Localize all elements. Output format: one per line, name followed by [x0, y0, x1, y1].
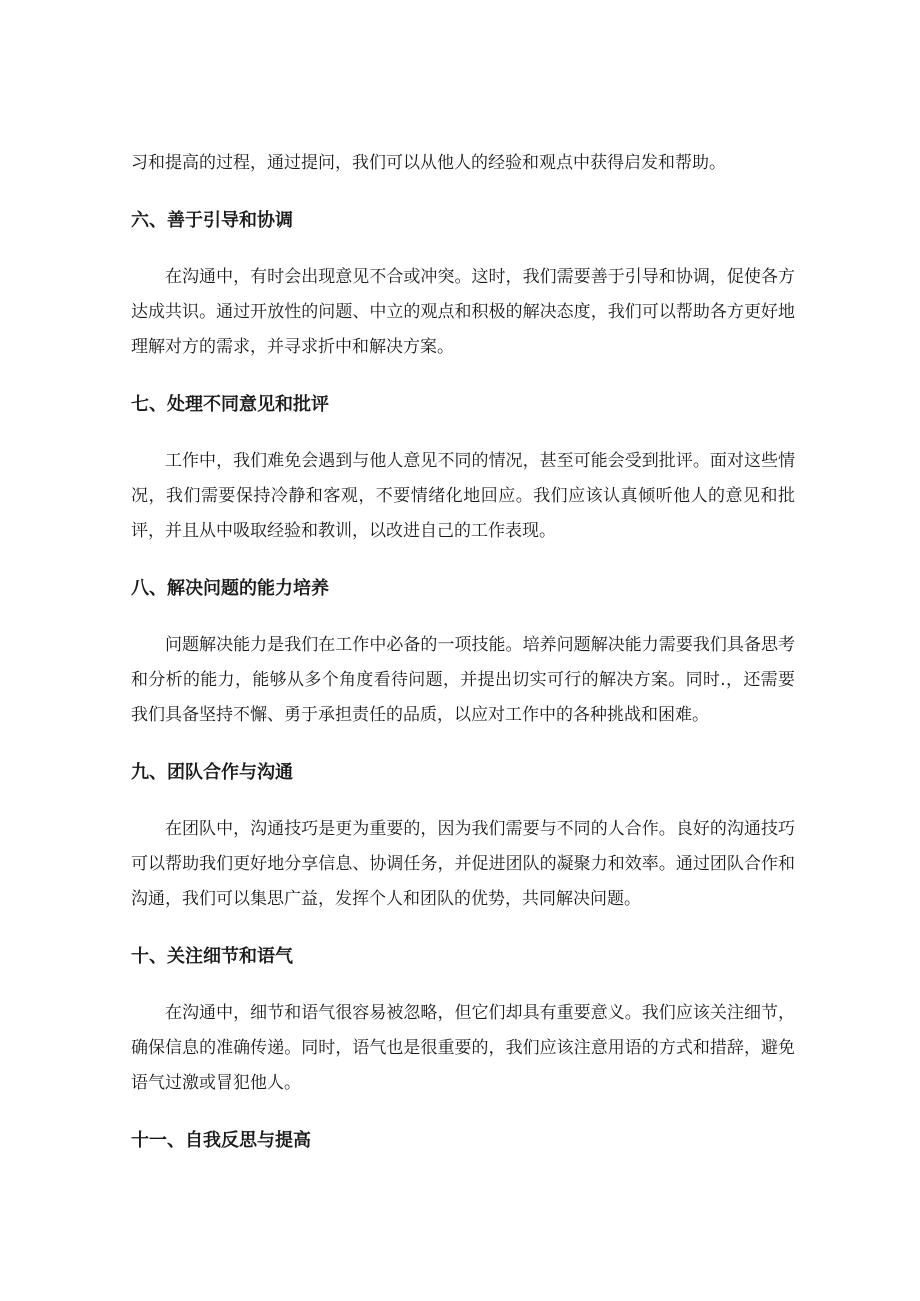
paragraph-section-6: 在沟通中，有时会出现意见不合或冲突。这时，我们需要善于引导和协调，促使各方达成共识。通过开放性的问题、中立的观点和积极的解决态度，我们可以帮助各方更好地理解对方的需求，并寻求折中和解决方案。 — [131, 267, 795, 357]
paragraph-section-8: 问题解决能力是我们在工作中必备的一项技能。培养问题解决能力需要我们具备思考和分析的能力，能够从多个角度看待问题，并提出切实可行的解决方案。同时.，还需要我们具备坚持不懈、勇于承担责任的品质，以应对工作中的各种挑战和困难。 — [131, 635, 795, 725]
section-heading-9: 九、团队合作与沟通 — [131, 762, 293, 783]
section-heading-11: 十一、自我反思与提高 — [131, 1130, 311, 1151]
section-heading-7: 七、处理不同意见和批评 — [131, 394, 329, 415]
paragraph-section-10: 在沟通中，细节和语气很容易被忽略，但它们却具有重要意义。我们应该关注细节，确保信息的准确传递。同时，语气也是很重要的，我们应该注意用语的方式和措辞，避免语气过激或冒犯他人。 — [131, 1003, 795, 1093]
section-heading-10: 十、关注细节和语气 — [131, 946, 293, 967]
paragraph-section-9: 在团队中，沟通技巧是更为重要的，因为我们需要与不同的人合作。良好的沟通技巧可以帮助我们更好地分享信息、协调任务，并促进团队的凝聚力和效率。通过团队合作和沟通，我们可以集思广益，发挥个人和团队的优势，共同解决问题。 — [131, 819, 795, 909]
section-heading-8: 八、解决问题的能力培养 — [131, 578, 329, 599]
paragraph-section-7: 工作中，我们难免会遇到与他人意见不同的情况，甚至可能会受到批评。面对这些情况，我们需要保持冷静和客观，不要情绪化地回应。我们应该认真倾听他人的意见和批评，并且从中吸取经验和教训，以改进自己的工作表现。 — [131, 451, 795, 541]
section-heading-6: 六、善于引导和协调 — [131, 210, 293, 231]
paragraph-continuation: 习和提高的过程，通过提问，我们可以从他人的经验和观点中获得启发和帮助。 — [131, 153, 726, 173]
document-body — [131, 146, 795, 1158]
